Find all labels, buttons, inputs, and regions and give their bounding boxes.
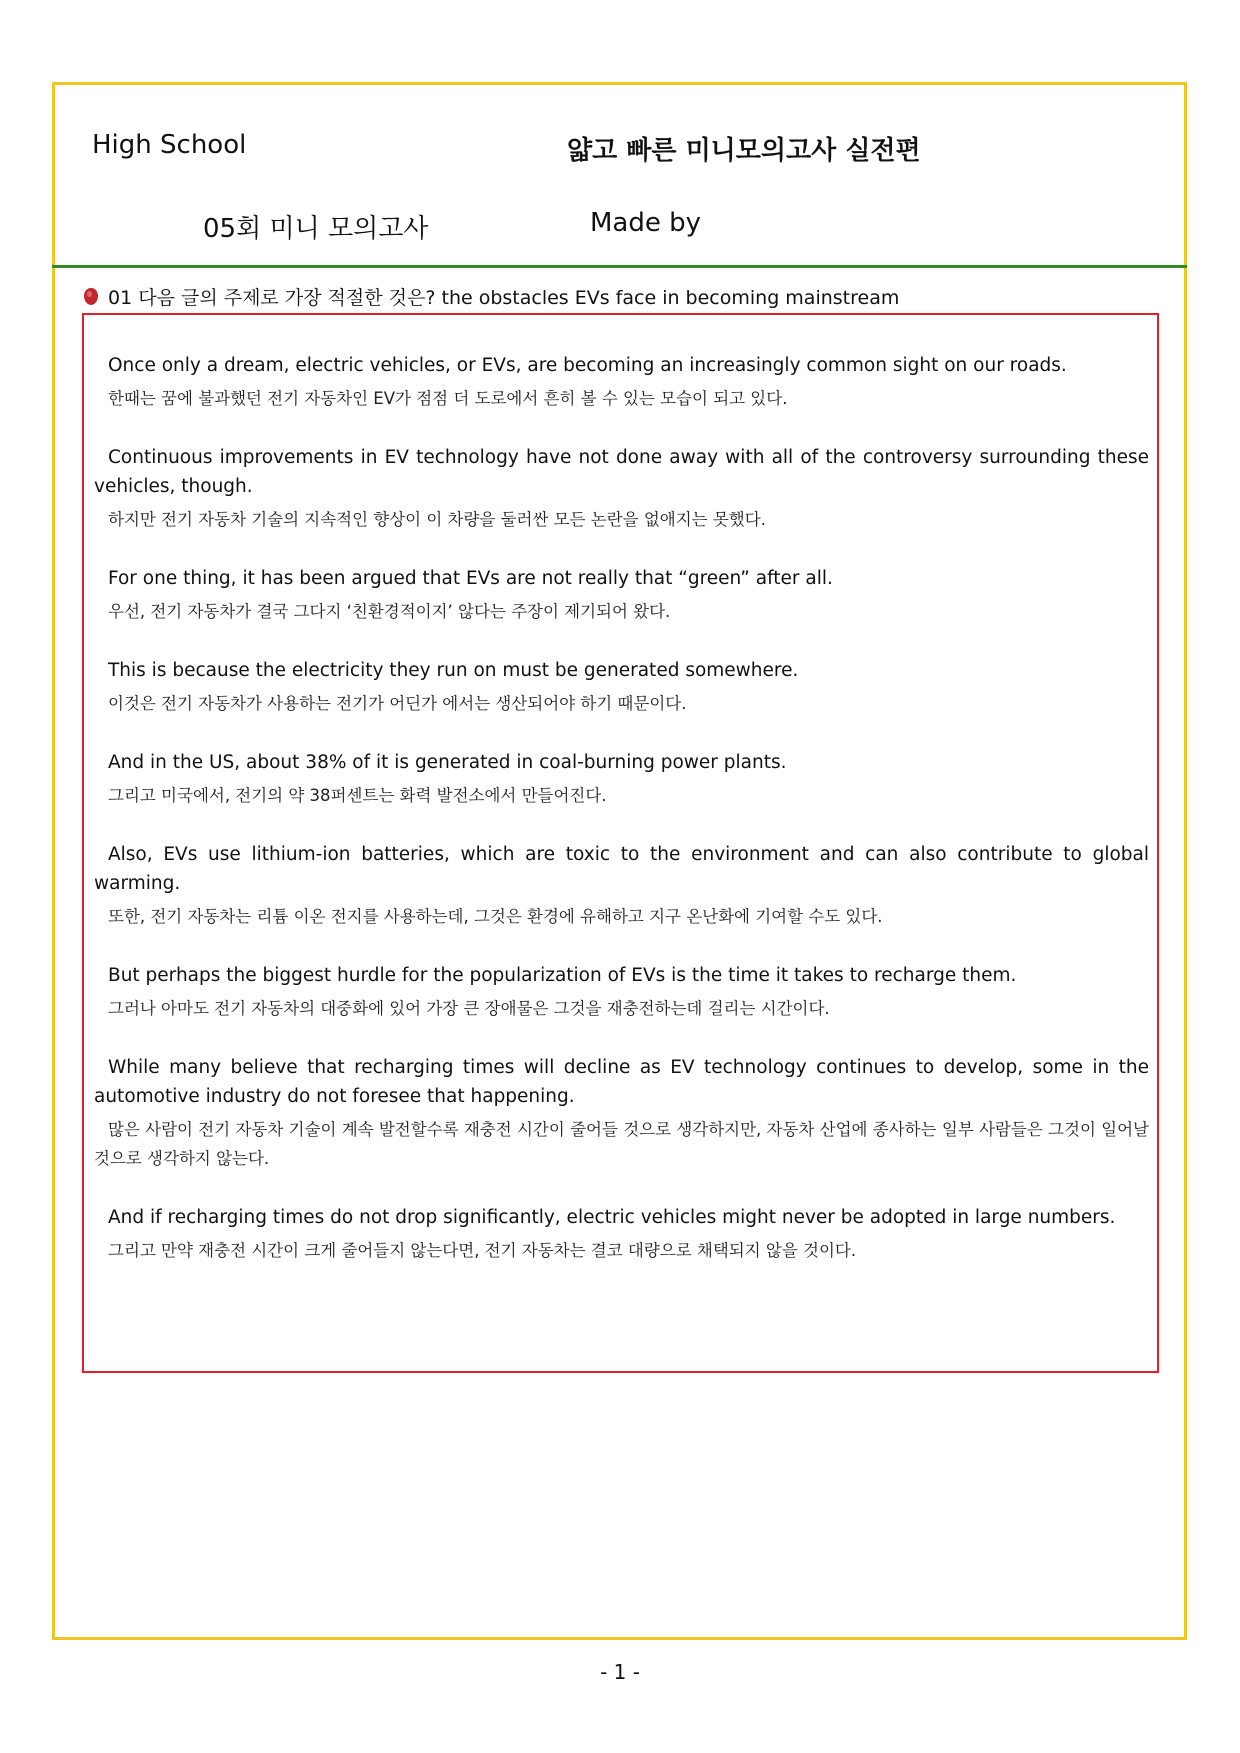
header-divider [52, 265, 1187, 268]
sentence-pair [94, 840, 1149, 931]
sentence-pair [94, 564, 1149, 626]
english-sentence: But perhaps the biggest hurdle for the popularization of EVs is the time it takes to recharge them. [108, 965, 1017, 986]
korean-translation: 하지만 전기 자동차 기술의 지속적인 향상이 이 차량을 둘러싼 모든 논란을 없애지는 못했다. [108, 510, 766, 529]
korean-translation: 그러나 아마도 전기 자동차의 대중화에 있어 가장 큰 장애물은 그것을 재충전하는데 걸리는 시간이다. [108, 999, 830, 1018]
header-round: 05회 미니 모의고사 [203, 214, 429, 244]
sentence-pair [94, 748, 1149, 810]
sentence-pair [94, 656, 1149, 718]
korean-translation: 또한, 전기 자동차는 리튬 이온 전지를 사용하는데, 그것은 환경에 유해하고 지구 온난화에 기여할 수도 있다. [108, 907, 883, 926]
english-sentence: While many believe that recharging times will decline as EV technology continues to develop, some in the automotive industry do not foresee that happening. [94, 1057, 1149, 1107]
sentence-pair [94, 351, 1149, 413]
header-title: 얇고 빠른 미니모의고사 실전편 [567, 136, 921, 166]
english-sentence: And in the US, about 38% of it is generated in coal-burning power plants. [108, 752, 787, 773]
korean-translation: 우선, 전기 자동차가 결국 그다지 ‘친환경적이지’ 않다는 주장이 제기되어 왔다. [108, 602, 671, 621]
question-text: 01 다음 글의 주제로 가장 적절한 것은? the obstacles EVs face in becoming mainstream [108, 287, 900, 309]
english-sentence: Continuous improvements in EV technology have not done away with all of the controversy surrounding these vehicles, though. [94, 447, 1149, 497]
korean-translation: 많은 사람이 전기 자동차 기술이 계속 발전할수록 재충전 시간이 줄어들 것으로 생각하지만, 자동차 산업에 종사하는 일부 사람들은 그것이 일어날 것으로 생각하지 않는다. [94, 1120, 1149, 1168]
strawberry-bullet-icon [84, 288, 98, 305]
english-sentence: For one thing, it has been argued that EVs are not really that “green” after all. [108, 568, 833, 589]
sentence-pair [94, 443, 1149, 534]
english-sentence: This is because the electricity they run on must be generated somewhere. [108, 660, 799, 681]
korean-translation: 그리고 만약 재충전 시간이 크게 줄어들지 않는다면, 전기 자동차는 결코 대량으로 채택되지 않을 것이다. [108, 1241, 857, 1260]
header-made-by: Made by [590, 208, 702, 238]
korean-translation: 이것은 전기 자동차가 사용하는 전기가 어딘가 에서는 생산되어야 하기 때문이다. [108, 694, 687, 713]
sentence-pair [94, 961, 1149, 1023]
sentence-pair [94, 1053, 1149, 1173]
korean-translation: 한때는 꿈에 불과했던 전기 자동차인 EV가 점점 더 도로에서 흔히 볼 수 있는 모습이 되고 있다. [108, 389, 788, 408]
english-sentence: Also, EVs use lithium-ion batteries, which are toxic to the environment and can also contribute to global warming. [94, 844, 1149, 894]
page-number: - 1 - [600, 1660, 640, 1684]
question-line [84, 283, 899, 310]
passage-box [82, 313, 1159, 1373]
english-sentence: Once only a dream, electric vehicles, or EVs, are becoming an increasingly common sight on our roads. [108, 355, 1067, 376]
header-level: High School [92, 130, 247, 160]
korean-translation: 그리고 미국에서, 전기의 약 38퍼센트는 화력 발전소에서 만들어진다. [108, 786, 607, 805]
sentence-pair [94, 1203, 1149, 1265]
english-sentence: And if recharging times do not drop significantly, electric vehicles might never be adopted in large numbers. [108, 1207, 1116, 1228]
